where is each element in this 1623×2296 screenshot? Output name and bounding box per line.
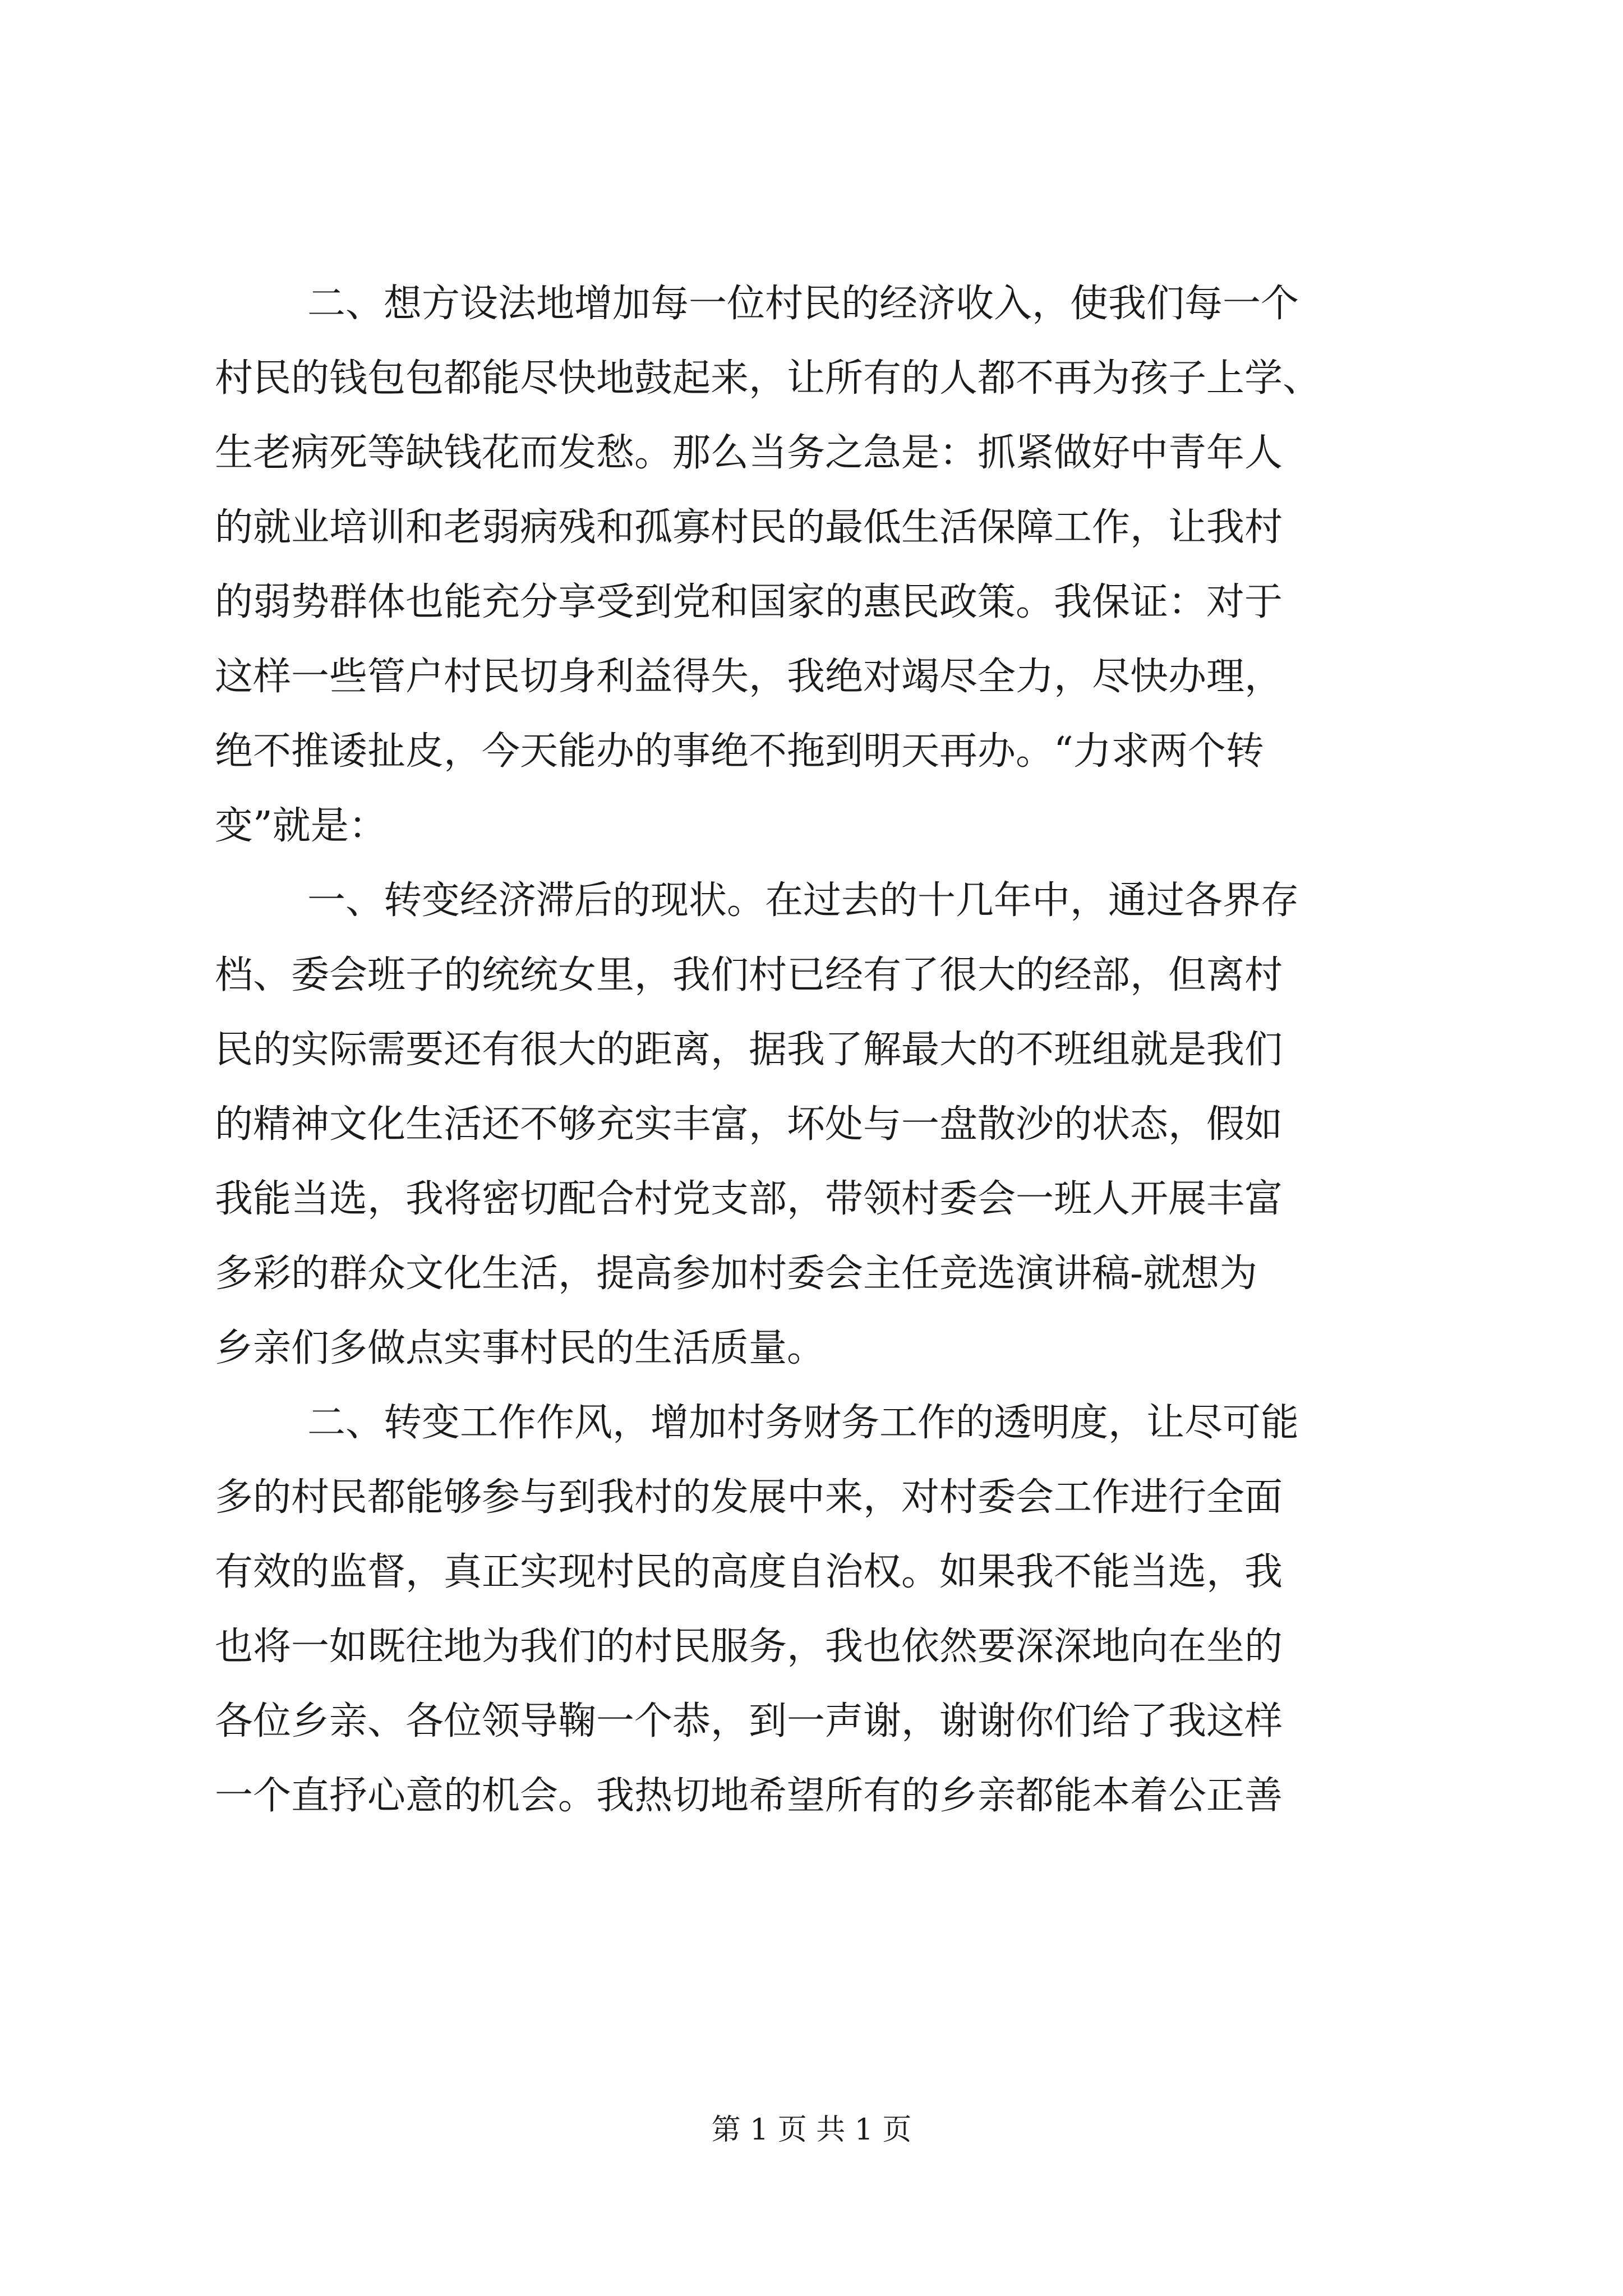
text-line: 二、想方设法地增加每一位村民的经济收入，使我们每一个: [307, 282, 1299, 326]
text-line: 的精神文化生活还不够充实丰富，坏处与一盘散沙的状态，假如: [215, 1102, 1283, 1147]
page-footer: [0, 2110, 1623, 2150]
text-line: 民的实际需要还有很大的距离，据我了解最大的不班组就是我们: [215, 1028, 1283, 1072]
text-line: 我能当选，我将密切配合村党支部，带领村委会一班人开展丰富: [215, 1177, 1283, 1221]
text-line: 有效的监督，真正实现村民的高度自治权。如果我不能当选，我: [215, 1550, 1283, 1594]
page-number-label: 第 1 页 共 1 页: [711, 2113, 912, 2147]
text-line: 的弱势群体也能充分享受到党和国家的惠民政策。我保证：对于: [215, 580, 1283, 624]
text-line: 乡亲们多做点实事村民的生活质量。: [215, 1326, 826, 1370]
text-line: 变”就是：: [215, 804, 387, 848]
text-line: 村民的钱包包都能尽快地鼓起来，让所有的人都不再为孩子上学、: [215, 356, 1321, 401]
text-line: 的就业培训和老弱病残和孤寡村民的最低生活保障工作，让我村: [215, 505, 1283, 550]
text-line: 一、转变经济滞后的现状。在过去的十几年中，通过各界存: [307, 878, 1299, 923]
text-line: 生老病死等缺钱花而发愁。那么当务之急是：抓紧做好中青年人: [215, 431, 1283, 475]
text-line: 一个直抒心意的机会。我热切地希望所有的乡亲都能本着公正善: [215, 1774, 1283, 1818]
text-line: 绝不推诿扯皮，今天能办的事绝不拖到明天再办。“力求两个转: [215, 729, 1264, 774]
text-line: 多的村民都能够参与到我村的发展中来，对村委会工作进行全面: [215, 1475, 1283, 1520]
text-line: 二、转变工作作风，增加村务财务工作的透明度，让尽可能: [307, 1401, 1299, 1445]
text-line: 也将一如既往地为我们的村民服务，我也依然要深深地向在坐的: [215, 1625, 1283, 1669]
text-line: 档、委会班子的统统女里，我们村已经有了很大的经部，但离村: [215, 953, 1283, 997]
text-line: 这样一些管户村民切身利益得失，我绝对竭尽全力，尽快办理，: [215, 655, 1283, 699]
text-line: 多彩的群众文化生活，提高参加村委会主任竞选演讲稿-就想为: [215, 1251, 1257, 1296]
text-line: 各位乡亲、各位领导鞠一个恭，到一声谢，谢谢你们给了我这样: [215, 1699, 1283, 1743]
